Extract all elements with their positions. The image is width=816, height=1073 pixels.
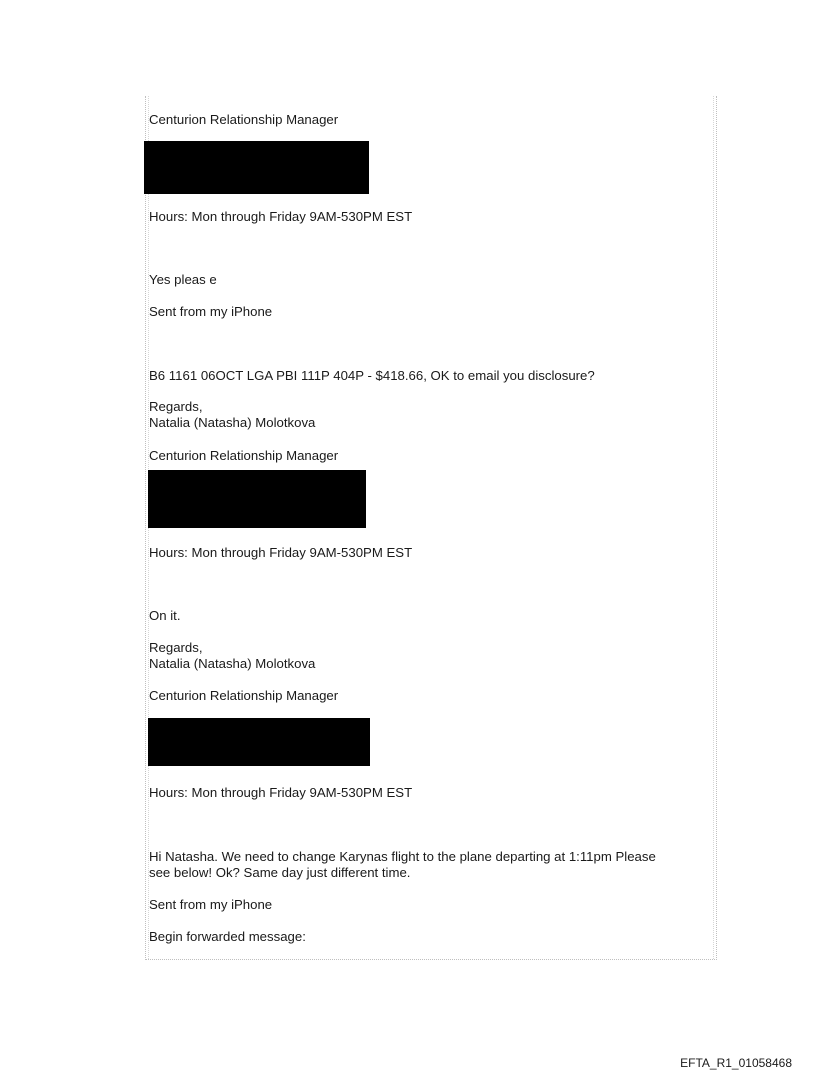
office-hours: Hours: Mon through Friday 9AM-530PM EST [149,209,413,224]
flight-quote-message: B6 1161 06OCT LGA PBI 111P 404P - $418.66, OK to email you disclosure? [149,368,595,383]
redaction-box [144,141,369,194]
regards-line: Regards, [149,399,203,414]
document-id: EFTA_R1_01058468 [680,1056,792,1070]
change-request-line-2: see below! Ok? Same day just different time. [149,865,411,880]
manager-title: Centurion Relationship Manager [149,448,339,463]
office-hours: Hours: Mon through Friday 9AM-530PM EST [149,545,413,560]
regards-line: Regards, [149,640,203,655]
manager-title: Centurion Relationship Manager [149,688,339,703]
message-text: On it. [149,608,181,623]
sender-name: Natalia (Natasha) Molotkova [149,656,316,671]
forwarded-message-header: Begin forwarded message: [149,929,306,944]
message-text: Yes pleas e [149,272,217,287]
email-thread-frame [145,96,717,960]
sent-from-signature: Sent from my iPhone [149,304,273,319]
redaction-box [148,718,370,766]
change-request-line-1: Hi Natasha. We need to change Karynas flight to the plane departing at 1:11pm Please [149,849,656,864]
office-hours: Hours: Mon through Friday 9AM-530PM EST [149,785,413,800]
sent-from-signature: Sent from my iPhone [149,897,273,912]
manager-title: Centurion Relationship Manager [149,112,339,127]
redaction-box [148,470,366,528]
sender-name: Natalia (Natasha) Molotkova [149,415,316,430]
